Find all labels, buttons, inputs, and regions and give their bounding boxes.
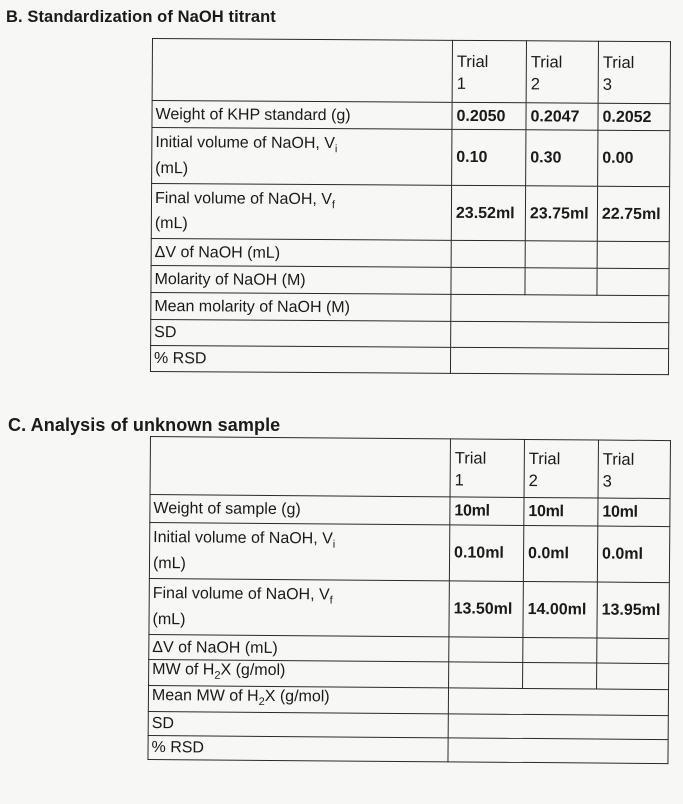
row-label: Mean MW of $H_2X$ (g/mol)	[148, 686, 448, 715]
empty-cell	[523, 662, 597, 689]
row-label: Final volume of NaOH, $V_f$ (mL)	[149, 578, 449, 636]
row-label: SD	[151, 319, 451, 347]
empty-cell	[597, 268, 669, 295]
row-label: MW of $H_2X$ (g/mol)	[149, 659, 449, 688]
table-row	[151, 238, 669, 268]
table-row	[152, 101, 670, 131]
row-label: Initial volume of NaOH, $V_i$ (mL)	[152, 128, 452, 186]
sample-weight-trial-1: 10ml	[450, 497, 524, 526]
row-label: Mean molarity of NaOH (M)	[151, 292, 451, 321]
merged-empty-cell	[448, 714, 668, 740]
final-volume-trial-2: 23.75ml	[525, 186, 597, 241]
row-label: % RSD	[148, 736, 448, 762]
empty-cell	[449, 637, 523, 663]
final-volume-trial-2: 14.00ml	[523, 581, 597, 638]
merged-empty-cell	[448, 738, 668, 764]
table-row	[148, 686, 668, 716]
table-row	[149, 523, 669, 583]
sample-weight-trial-3: 10ml	[598, 498, 670, 527]
table-row	[152, 128, 670, 187]
trial-1-header: Trial 1	[452, 40, 526, 102]
row-label: ΔV of NaOH (mL)	[149, 634, 449, 661]
final-volume-trial-1: 23.52ml	[451, 185, 525, 240]
header-blank-cell	[150, 437, 450, 497]
empty-cell	[597, 241, 669, 268]
standardization-table	[150, 38, 671, 375]
row-label: Initial volume of NaOH, $V_i$ (mL)	[149, 523, 449, 581]
empty-cell	[451, 240, 525, 267]
table-row	[148, 736, 668, 764]
empty-cell	[597, 638, 669, 664]
table-row	[151, 292, 669, 322]
trial-2-header: Trial 2	[524, 439, 598, 498]
table-row	[150, 495, 670, 527]
final-volume-trial-3: 13.95ml	[597, 582, 669, 639]
table-row	[151, 265, 669, 295]
table-row	[150, 345, 668, 374]
initial-volume-trial-3: 0.00	[598, 130, 670, 186]
merged-empty-cell	[448, 688, 668, 716]
row-label: Weight of KHP standard (g)	[152, 101, 452, 130]
merged-empty-cell	[450, 347, 668, 374]
row-label: % RSD	[150, 345, 450, 373]
row-label: ΔV of NaOH (mL)	[151, 238, 451, 267]
initial-volume-trial-1: 0.10ml	[449, 525, 523, 582]
table-row	[149, 659, 669, 689]
merged-empty-cell	[451, 321, 669, 348]
row-label: SD	[148, 712, 448, 738]
initial-volume-trial-1: 0.10	[452, 129, 526, 185]
trial-1-header: Trial 1	[450, 439, 524, 498]
khp-weight-trial-1: 0.2050	[452, 102, 526, 129]
empty-cell	[525, 268, 597, 295]
sample-weight-trial-2: 10ml	[524, 497, 598, 526]
initial-volume-trial-2: 0.30	[526, 130, 598, 186]
final-volume-trial-3: 22.75ml	[597, 186, 669, 241]
empty-cell	[449, 662, 523, 689]
table-header-row	[152, 39, 670, 104]
initial-volume-trial-3: 0.0ml	[597, 526, 669, 583]
khp-weight-trial-3: 0.2052	[598, 103, 670, 130]
table-header-row	[150, 437, 670, 499]
header-blank-cell	[152, 39, 452, 103]
empty-cell	[525, 241, 597, 268]
trial-3-header: Trial 3	[598, 41, 670, 103]
empty-cell	[523, 637, 597, 663]
section-b-title: B. Standardization of NaOH titrant	[6, 7, 276, 26]
trial-3-header: Trial 3	[598, 440, 670, 499]
khp-weight-trial-2: 0.2047	[526, 103, 598, 130]
table-row	[149, 578, 669, 638]
merged-empty-cell	[451, 294, 669, 322]
empty-cell	[451, 267, 525, 294]
unknown-sample-table	[147, 436, 671, 764]
final-volume-trial-1: 13.50ml	[449, 581, 523, 638]
table-row	[151, 319, 669, 348]
row-label: Final volume of NaOH, $V_f$ (mL)	[151, 184, 451, 241]
trial-2-header: Trial 2	[526, 41, 598, 103]
initial-volume-trial-2: 0.0ml	[523, 525, 597, 582]
row-label: Weight of sample (g)	[150, 495, 450, 525]
empty-cell	[597, 663, 669, 690]
table-row	[151, 184, 669, 242]
section-c-title: C. Analysis of unknown sample	[8, 415, 281, 435]
row-label: Molarity of NaOH (M)	[151, 265, 451, 294]
